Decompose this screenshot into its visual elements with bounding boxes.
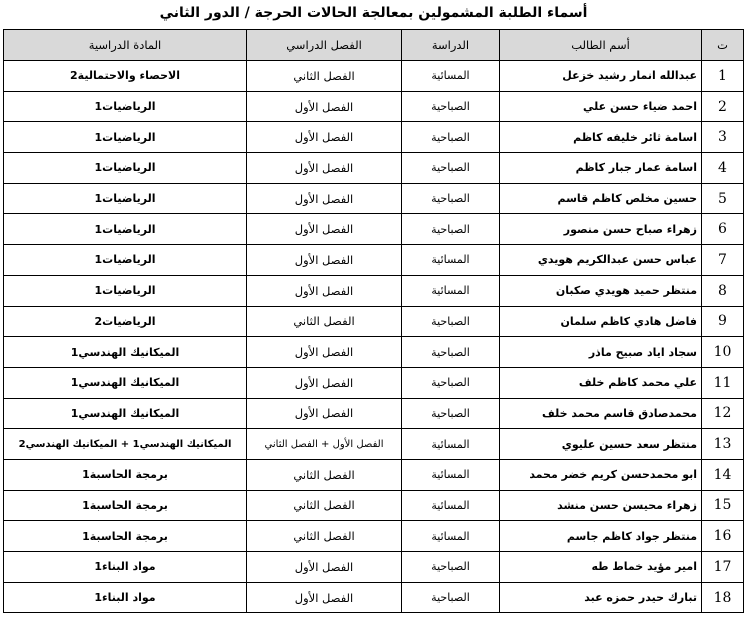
cell-semester: الفصل الأول xyxy=(247,122,402,153)
table-row xyxy=(4,459,744,490)
cell-semester: الفصل الثاني xyxy=(247,521,402,552)
table-row xyxy=(4,398,744,429)
cell-student-name: عبدالله انمار رشيد خزعل xyxy=(500,61,702,92)
header-semester: الفصل الدراسي xyxy=(247,30,402,61)
cell-number: 17 xyxy=(702,552,744,583)
cell-number: 3 xyxy=(702,122,744,153)
cell-semester: الفصل الأول xyxy=(247,91,402,122)
cell-number: 7 xyxy=(702,245,744,276)
cell-study: الصباحية xyxy=(402,398,500,429)
cell-student-name: ابو محمدحسن كريم خضر محمد xyxy=(500,459,702,490)
cell-semester: الفصل الأول xyxy=(247,275,402,306)
cell-subject: الرياضيات1 xyxy=(4,245,247,276)
cell-subject: الميكانيك الهندسي1 + الميكانيك الهندسي2 xyxy=(4,429,247,460)
cell-subject: الرياضيات1 xyxy=(4,122,247,153)
cell-study: المسائية xyxy=(402,490,500,521)
cell-student-name: تبارك حيدر حمزه عبد xyxy=(500,582,702,613)
cell-study: المسائية xyxy=(402,459,500,490)
cell-semester: الفصل الأول xyxy=(247,183,402,214)
table-row xyxy=(4,306,744,337)
table-row xyxy=(4,91,744,122)
cell-semester: الفصل الأول xyxy=(247,337,402,368)
table-row xyxy=(4,122,744,153)
table-row xyxy=(4,153,744,184)
cell-study: الصباحية xyxy=(402,306,500,337)
table-row xyxy=(4,521,744,552)
table-row xyxy=(4,337,744,368)
cell-semester: الفصل الأول xyxy=(247,398,402,429)
cell-subject: الرياضيات2 xyxy=(4,306,247,337)
cell-number: 14 xyxy=(702,459,744,490)
cell-subject: الميكانيك الهندسي1 xyxy=(4,398,247,429)
cell-student-name: زهراء صباح حسن منصور xyxy=(500,214,702,245)
cell-subject: الرياضيات1 xyxy=(4,214,247,245)
cell-study: الصباحية xyxy=(402,552,500,583)
cell-student-name: منتظر حميد هويدي صكبان xyxy=(500,275,702,306)
table-row xyxy=(4,552,744,583)
cell-student-name: عباس حسن عبدالكريم هويدي xyxy=(500,245,702,276)
cell-student-name: سجاد اياد صبيح ماذر xyxy=(500,337,702,368)
table-row xyxy=(4,183,744,214)
table-header-row xyxy=(4,30,744,61)
cell-subject: مواد البناء1 xyxy=(4,552,247,583)
cell-number: 16 xyxy=(702,521,744,552)
cell-study: المسائية xyxy=(402,61,500,92)
cell-subject: برمجة الحاسبة1 xyxy=(4,521,247,552)
cell-number: 1 xyxy=(702,61,744,92)
cell-semester: الفصل الأول xyxy=(247,582,402,613)
cell-student-name: منتظر جواد كاظم جاسم xyxy=(500,521,702,552)
cell-student-name: زهراء محيسن حسن منشد xyxy=(500,490,702,521)
table-row xyxy=(4,214,744,245)
cell-number: 10 xyxy=(702,337,744,368)
cell-student-name: اسامة ثائر خليفه كاظم xyxy=(500,122,702,153)
cell-study: الصباحية xyxy=(402,91,500,122)
table-row xyxy=(4,582,744,613)
cell-number: 12 xyxy=(702,398,744,429)
cell-semester: الفصل الأول xyxy=(247,367,402,398)
cell-semester: الفصل الثاني xyxy=(247,490,402,521)
cell-number: 15 xyxy=(702,490,744,521)
table-row xyxy=(4,61,744,92)
cell-subject: الاحصاء والاحتمالية2 xyxy=(4,61,247,92)
table-row xyxy=(4,490,744,521)
cell-number: 4 xyxy=(702,153,744,184)
cell-number: 8 xyxy=(702,275,744,306)
cell-study: المسائية xyxy=(402,521,500,552)
page-title: أسماء الطلبة المشمولين بمعالجة الحالات الحرجة / الدور الثاني xyxy=(159,5,588,21)
cell-student-name: اسامة عمار جبار كاظم xyxy=(500,153,702,184)
cell-student-name: منتظر سعد حسين عليوي xyxy=(500,429,702,460)
cell-study: المسائية xyxy=(402,245,500,276)
header-num: ت xyxy=(702,30,744,61)
cell-number: 9 xyxy=(702,306,744,337)
cell-study: الصباحية xyxy=(402,122,500,153)
cell-semester: الفصل الثاني xyxy=(247,306,402,337)
cell-subject: الرياضيات1 xyxy=(4,275,247,306)
cell-number: 2 xyxy=(702,91,744,122)
cell-subject: برمجة الحاسبة1 xyxy=(4,490,247,521)
header-name: أسم الطالب xyxy=(500,30,702,61)
cell-number: 18 xyxy=(702,582,744,613)
header-study: الدراسة xyxy=(402,30,500,61)
cell-semester: الفصل الأول xyxy=(247,552,402,583)
cell-study: المسائية xyxy=(402,429,500,460)
table-row xyxy=(4,275,744,306)
cell-semester: الفصل الأول xyxy=(247,214,402,245)
cell-subject: الميكانيك الهندسي1 xyxy=(4,337,247,368)
students-table xyxy=(3,29,744,613)
cell-student-name: امير مؤيد خماط طه xyxy=(500,552,702,583)
cell-study: الصباحية xyxy=(402,367,500,398)
cell-student-name: فاضل هادي كاظم سلمان xyxy=(500,306,702,337)
cell-subject: مواد البناء1 xyxy=(4,582,247,613)
header-subject: المادة الدراسية xyxy=(4,30,247,61)
cell-student-name: علي محمد كاظم خلف xyxy=(500,367,702,398)
cell-semester: الفصل الأول xyxy=(247,245,402,276)
cell-study: الصباحية xyxy=(402,582,500,613)
cell-subject: الميكانيك الهندسي1 xyxy=(4,367,247,398)
table-row xyxy=(4,367,744,398)
cell-semester: الفصل الأول + الفصل الثاني xyxy=(247,429,402,460)
cell-subject: الرياضيات1 xyxy=(4,183,247,214)
cell-study: المسائية xyxy=(402,275,500,306)
table-row xyxy=(4,429,744,460)
table-body xyxy=(4,61,744,613)
cell-subject: الرياضيات1 xyxy=(4,91,247,122)
cell-study: الصباحية xyxy=(402,153,500,184)
cell-semester: الفصل الثاني xyxy=(247,459,402,490)
cell-student-name: احمد ضياء حسن علي xyxy=(500,91,702,122)
cell-student-name: حسين مخلص كاظم قاسم xyxy=(500,183,702,214)
cell-subject: برمجة الحاسبة1 xyxy=(4,459,247,490)
cell-number: 11 xyxy=(702,367,744,398)
cell-semester: الفصل الثاني xyxy=(247,61,402,92)
cell-study: الصباحية xyxy=(402,337,500,368)
table-row xyxy=(4,245,744,276)
cell-number: 6 xyxy=(702,214,744,245)
cell-number: 5 xyxy=(702,183,744,214)
cell-study: الصباحية xyxy=(402,214,500,245)
cell-student-name: محمدصادق قاسم محمد خلف xyxy=(500,398,702,429)
cell-semester: الفصل الأول xyxy=(247,153,402,184)
cell-study: الصباحية xyxy=(402,183,500,214)
cell-number: 13 xyxy=(702,429,744,460)
cell-subject: الرياضيات1 xyxy=(4,153,247,184)
